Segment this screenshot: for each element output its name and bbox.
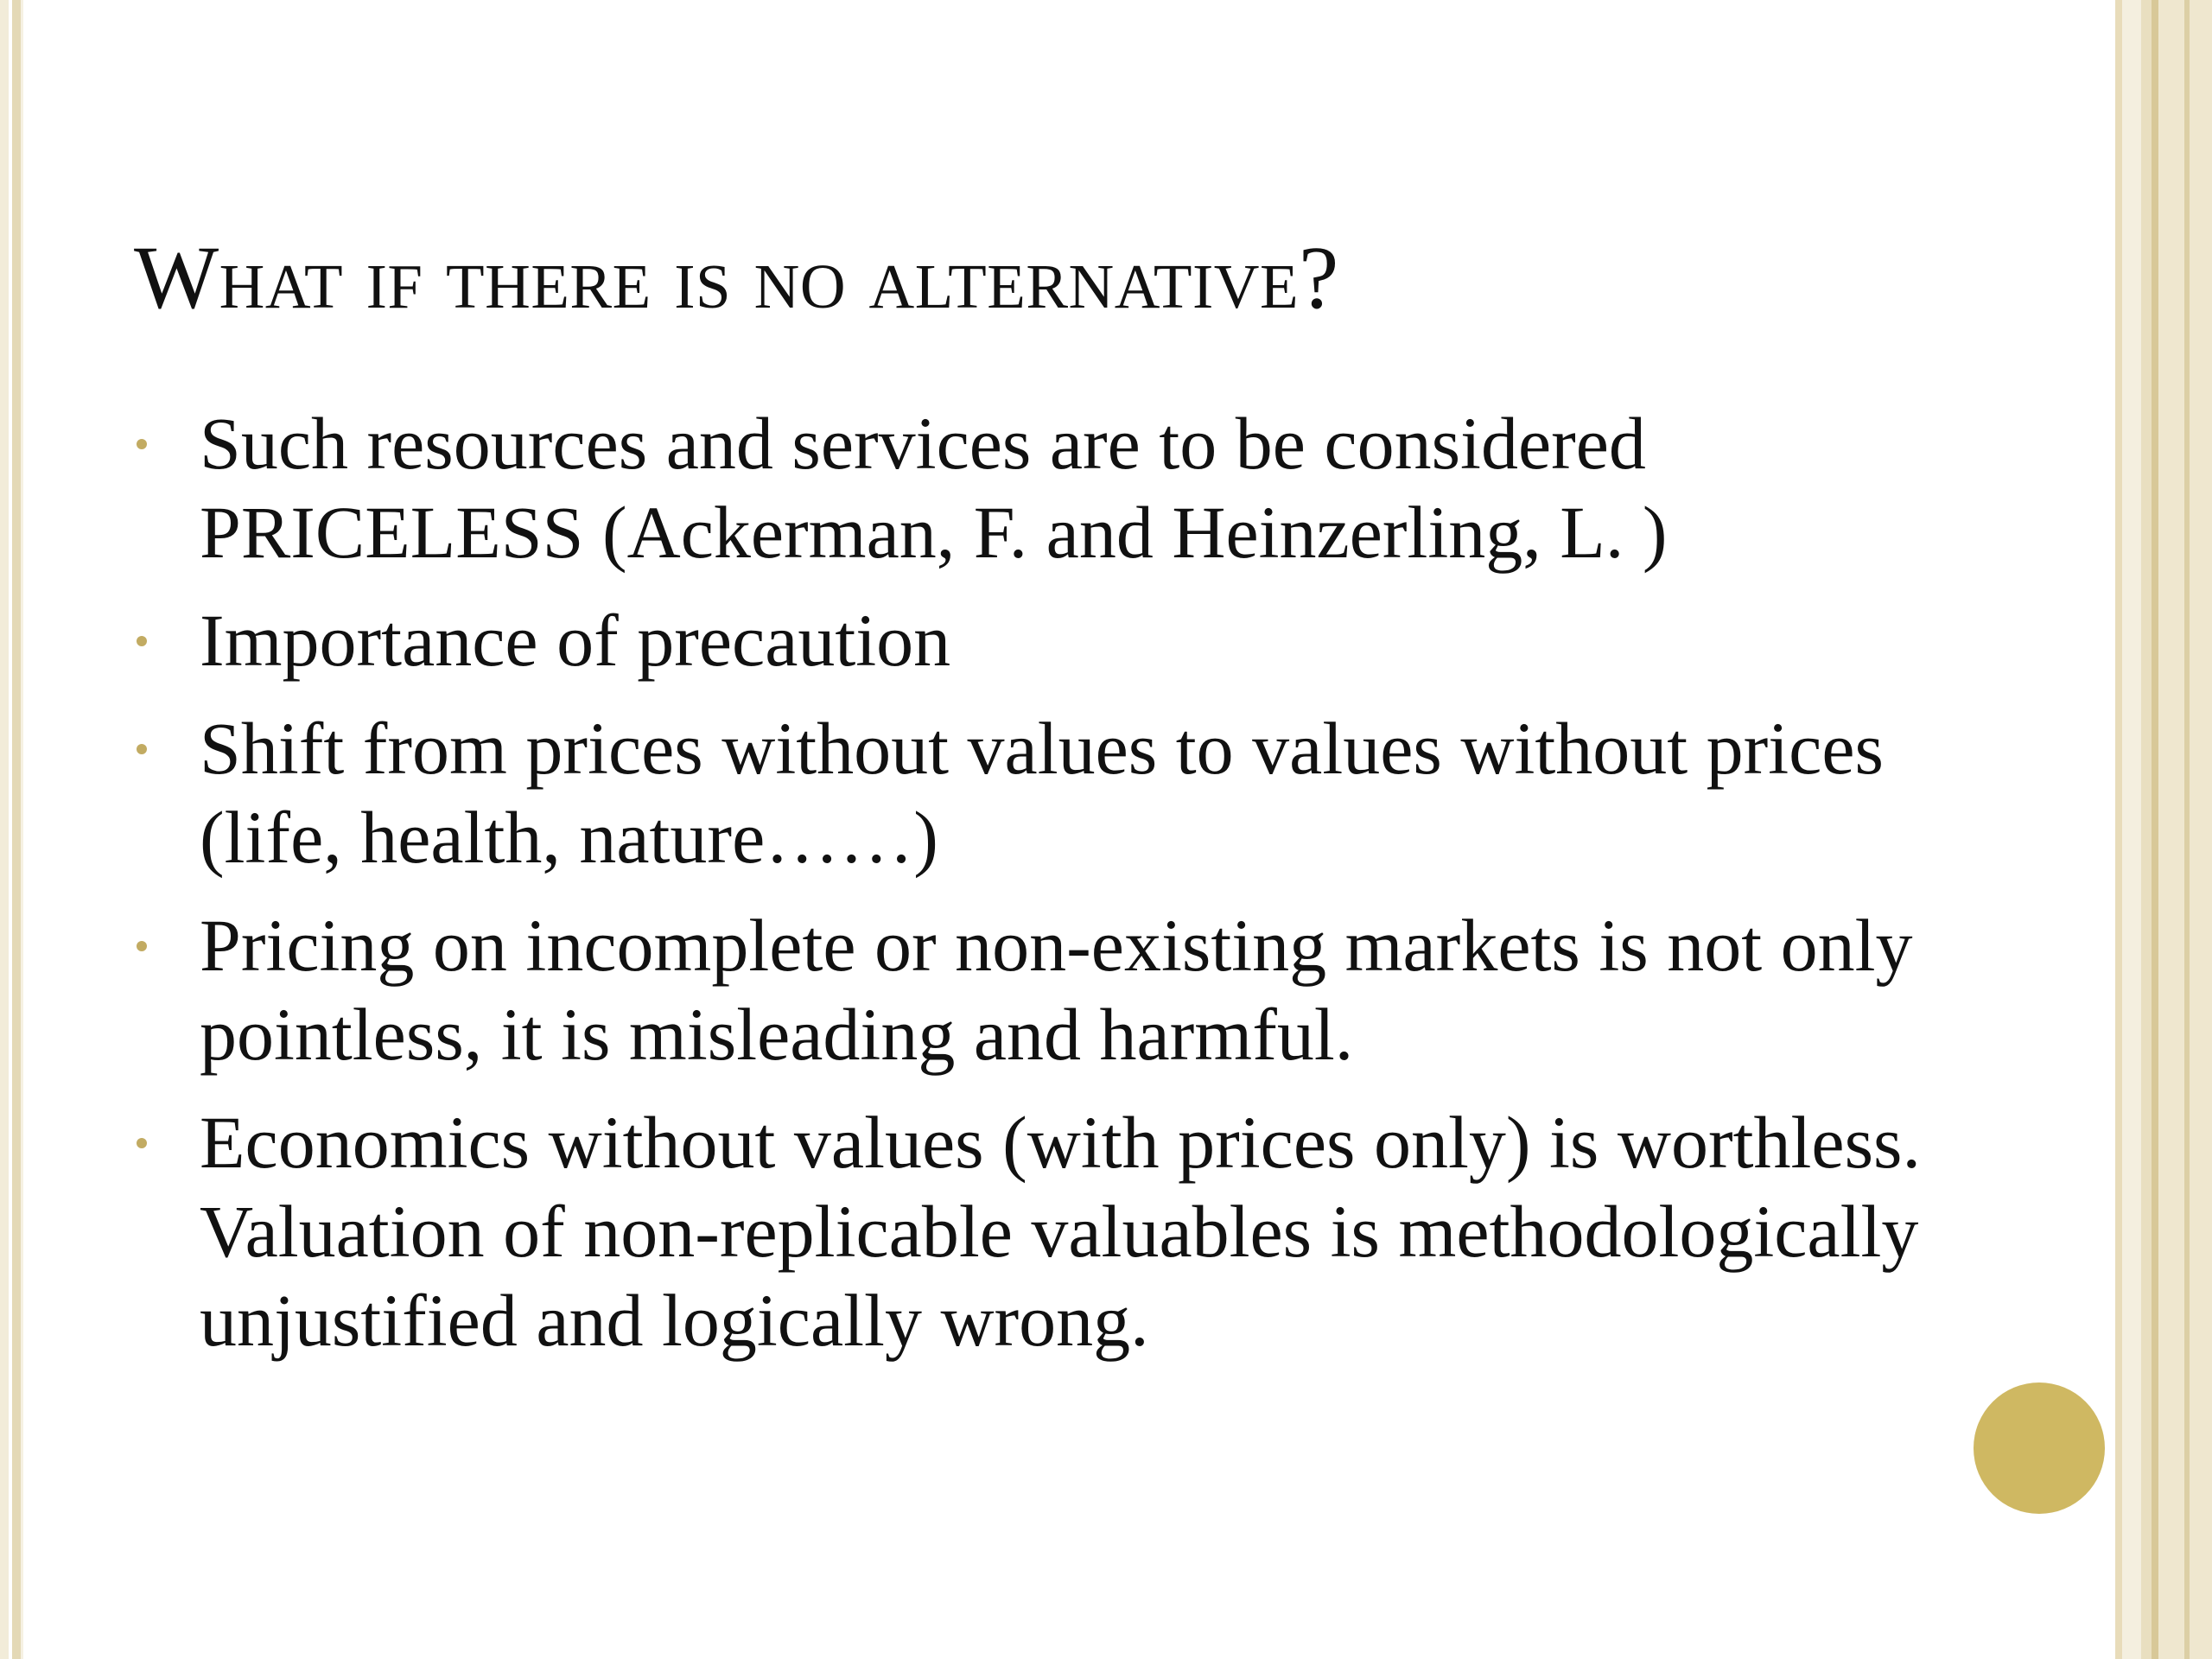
slide-title: What if there is no alternative? (134, 228, 1339, 327)
right-border-band (2141, 0, 2152, 1659)
right-border-band (2152, 0, 2158, 1659)
left-border-band (0, 0, 9, 1659)
right-border-band (2122, 0, 2141, 1659)
bullet-item (137, 704, 1994, 882)
bullet-dot-icon (137, 636, 147, 646)
bullet-dot-icon (137, 439, 147, 449)
bullet-dot-icon (137, 744, 147, 754)
bullet-text: Importance of precaution (200, 599, 951, 682)
bullet-text: Such resources and services are to be considered PRICELESS (Ackerman, F. and Heinzerling, L. ) (200, 402, 1668, 574)
bullet-item (137, 901, 1994, 1079)
bullet-dot-icon (137, 1138, 147, 1148)
bullet-item (137, 1098, 1994, 1365)
decorative-gold-circle (1974, 1382, 2105, 1514)
bullet-dot-icon (137, 941, 147, 951)
left-border-band (12, 0, 21, 1659)
bullet-list (137, 399, 1994, 1384)
bullet-text: Economics without values (with prices only) is worthless. Valuation of non-replicable valuables is methodologically unjustified and logically wrong. (200, 1101, 1922, 1362)
right-border-band (2115, 0, 2122, 1659)
bullet-item (137, 399, 1994, 577)
bullet-text: Shift from prices without values to values without prices (life, health, nature……) (200, 707, 1884, 879)
left-border-band (21, 0, 23, 1659)
bullet-text: Pricing on incomplete or non-existing markets is not only pointless, it is misleading and harmful. (200, 904, 1913, 1076)
right-border-band (2184, 0, 2190, 1659)
bullet-item (137, 596, 1994, 685)
